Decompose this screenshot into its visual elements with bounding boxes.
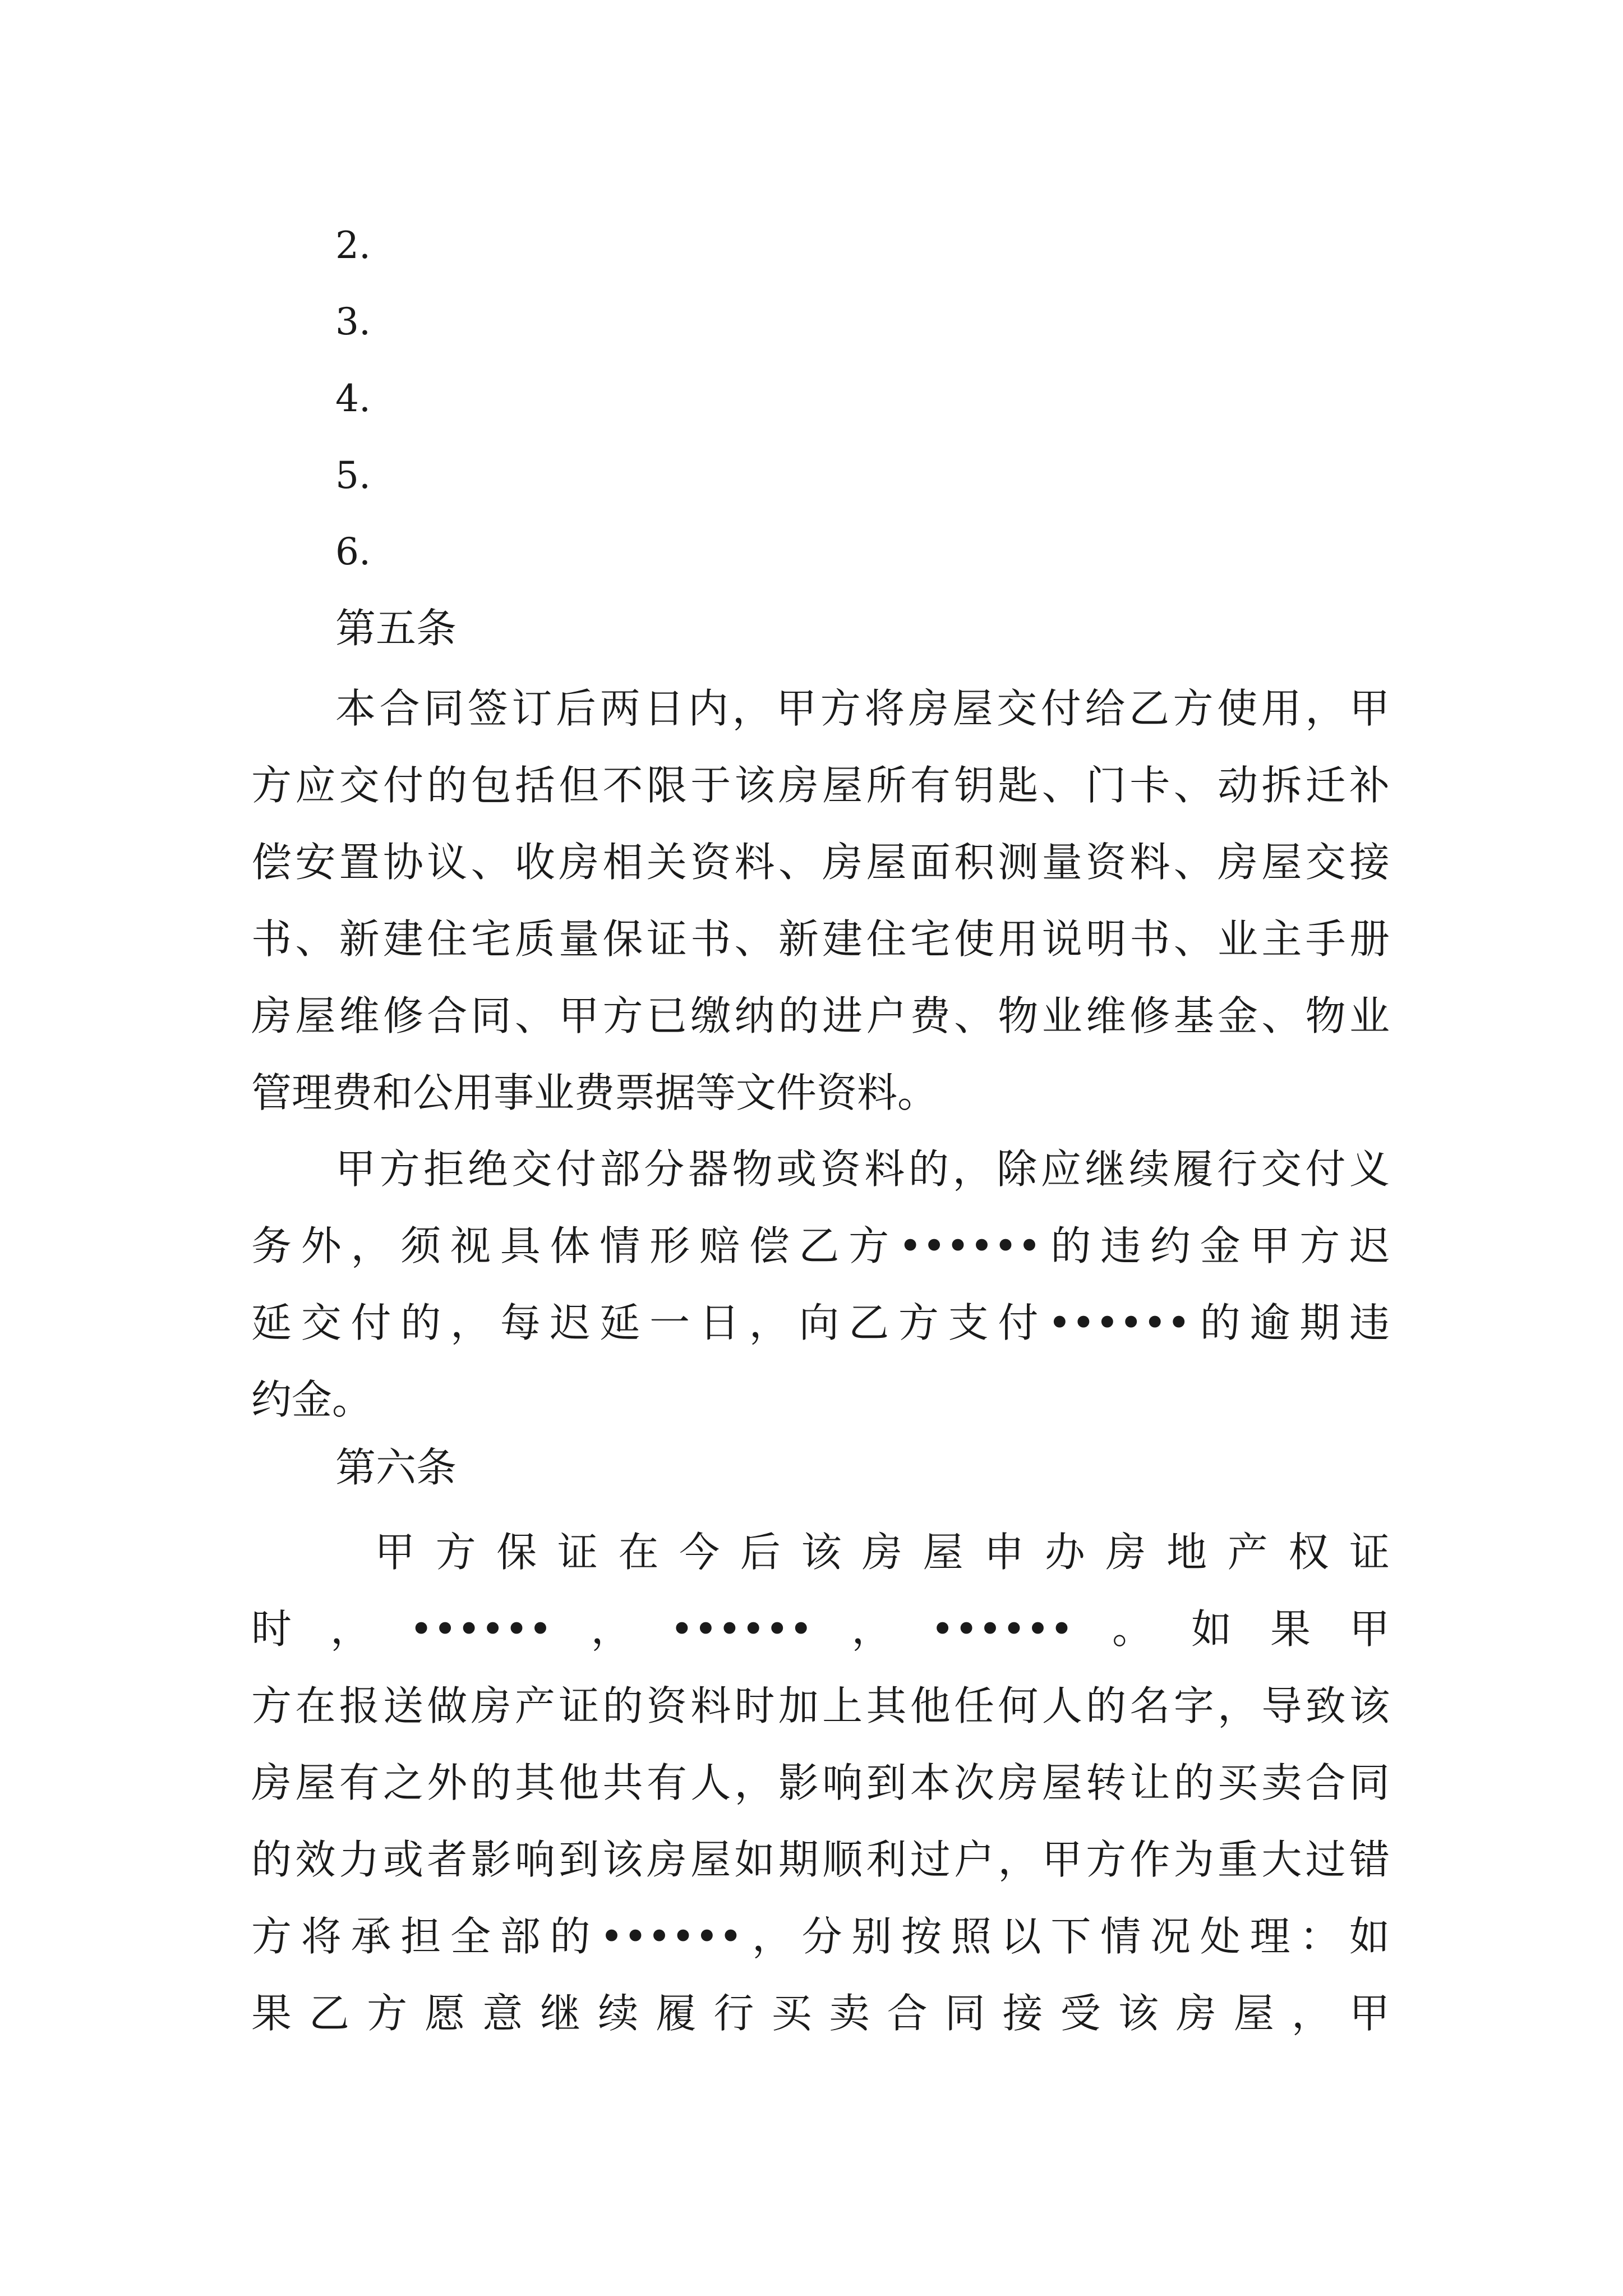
list-item-4: 4.: [335, 377, 371, 420]
text-line: 方将承担全部的••••••，分别按照以下情况处理：如: [251, 1913, 1390, 1960]
text-line: 方应交付的包括但不限于该房屋所有钥匙、门卡、动拆迁补: [251, 762, 1390, 809]
text-line: 果乙方愿意继续履行买卖合同接受该房屋，甲: [251, 1990, 1390, 2037]
text-line: 本合同签订后两日内，甲方将房屋交付给乙方使用，甲: [335, 685, 1390, 732]
list-item-3: 3.: [335, 300, 371, 343]
list-item-6: 6.: [335, 530, 371, 573]
text-line: 房屋维修合同、甲方已缴纳的进户费、物业维修基金、物业: [251, 992, 1390, 1039]
article-5-paragraph-2: [251, 1131, 1390, 1438]
text-line: 的效力或者影响到该房屋如期顺利过户，甲方作为重大过错: [251, 1836, 1390, 1883]
text-line: 房屋有之外的其他共有人，影响到本次房屋转让的买卖合同: [251, 1759, 1390, 1806]
text-line: 甲方拒绝交付部分器物或资料的，除应继续履行交付义: [335, 1145, 1390, 1193]
text-line: 管理费和公用事业费票据等文件资料。: [251, 1069, 938, 1116]
text-line: 甲方保证在今后该房屋申办房地产权证: [375, 1529, 1390, 1576]
article-6-heading: 第六条: [335, 1444, 457, 1491]
text-line: 偿安置协议、收房相关资料、房屋面积测量资料、房屋交接: [251, 839, 1390, 886]
article-5-heading: 第五条: [335, 605, 457, 652]
text-line: 延交付的，每迟延一日，向乙方支付••••••的逾期违: [251, 1299, 1390, 1346]
text-line: 约金。: [251, 1376, 373, 1423]
article-5-paragraph-1: [251, 670, 1390, 1131]
text-line: 务外，须视具体情形赔偿乙方••••••的违约金甲方迟: [251, 1222, 1390, 1269]
text-line: 方在报送做房产证的资料时加上其他任何人的名字，导致该: [251, 1682, 1390, 1729]
text-line: 时，••••••，••••••，••••••。如果甲: [251, 1605, 1390, 1653]
text-line: 书、新建住宅质量保证书、新建住宅使用说明书、业主手册: [251, 915, 1390, 963]
list-item-2: 2.: [335, 224, 371, 267]
list-item-5: 5.: [335, 454, 371, 497]
article-6-paragraph-1: [251, 1514, 1390, 2052]
